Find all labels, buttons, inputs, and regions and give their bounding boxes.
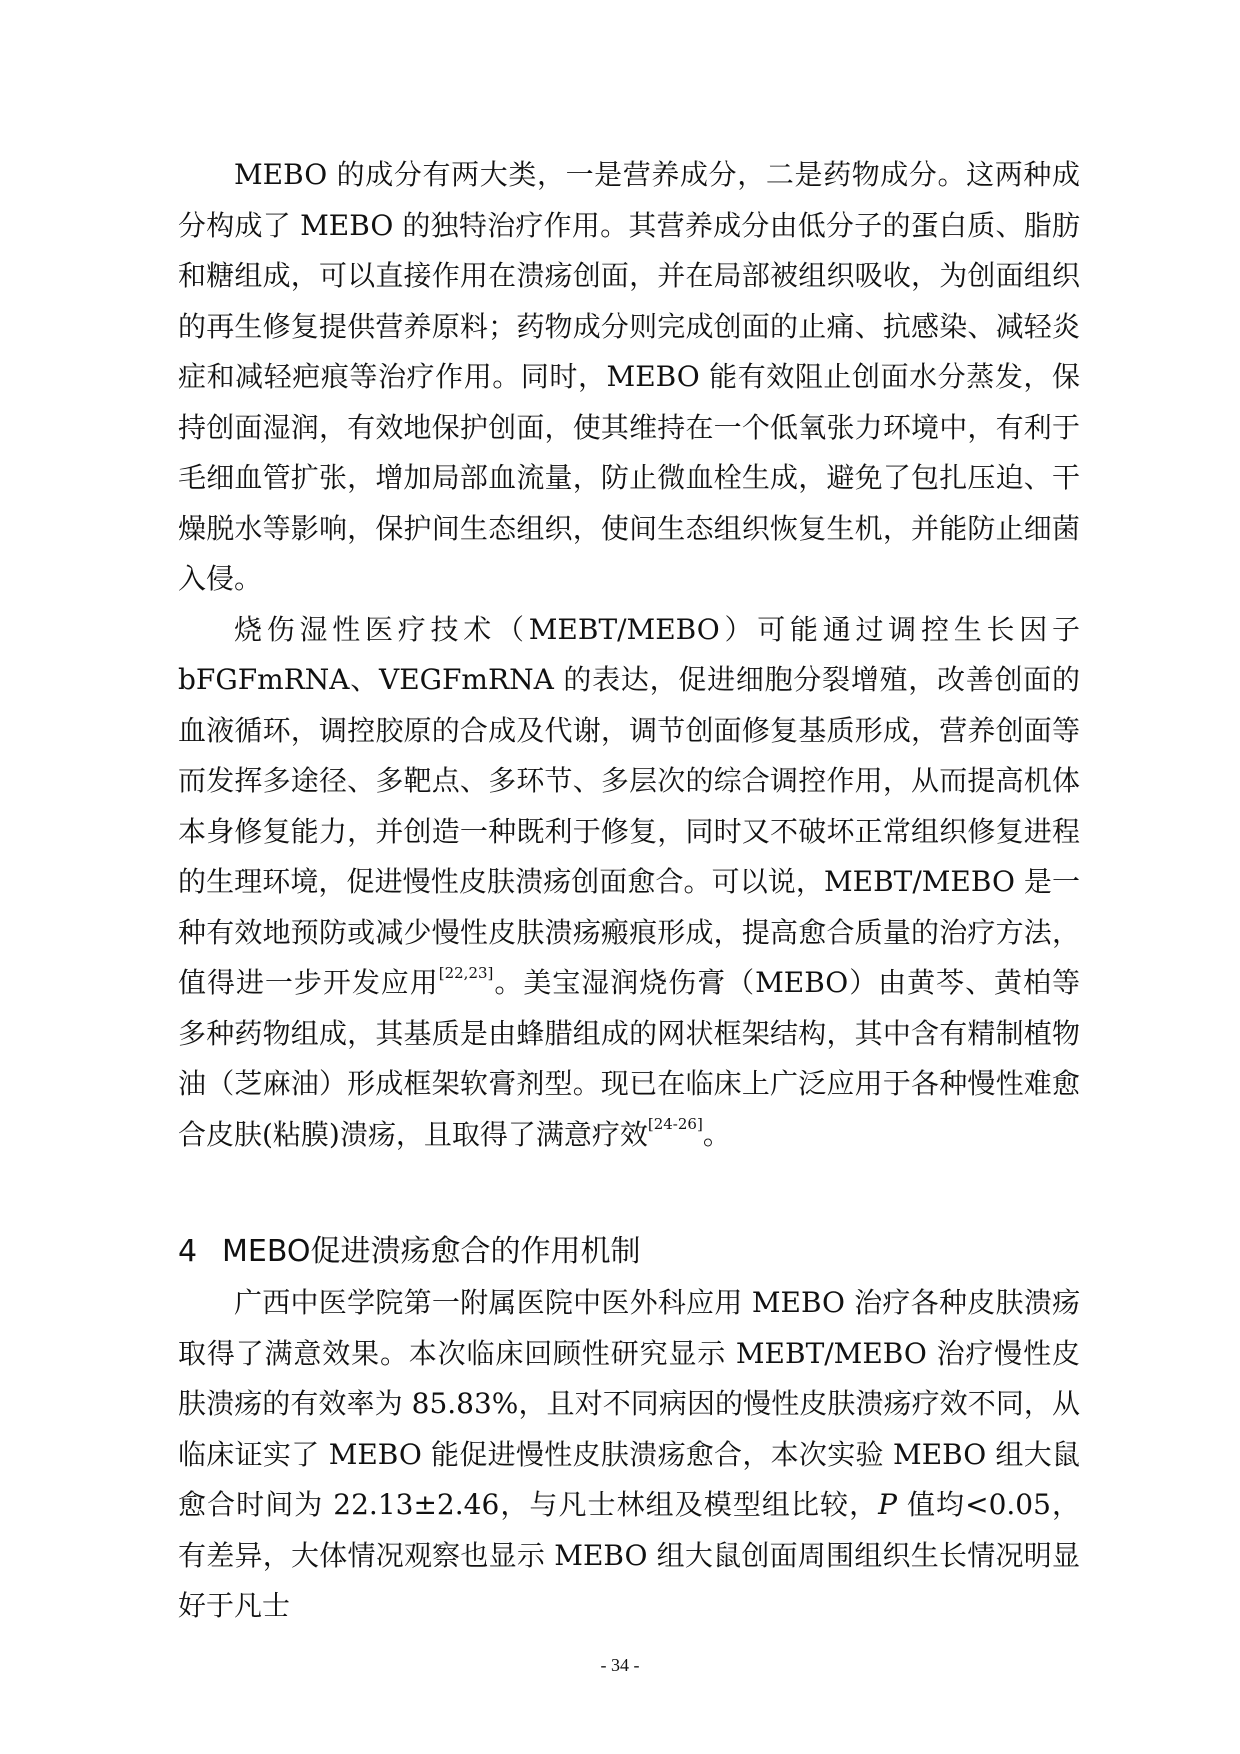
body-text-upper [178, 150, 1080, 1160]
paragraph-text: 广西中医学院第一附属医院中医外科应用 MEBO 治疗各种皮肤溃疡取得了满意效果。本次临床回顾性研究显示 MEBT/MEBO 治疗慢性皮肤溃疡的有效率为 85.83%，且对不同病因的慢性皮肤溃疡疗效不同，从临床证实了 MEBO 能促进慢性皮肤溃疡愈合，本次实验 MEBO 组大鼠愈合时间为 22.13±2.46，与凡士林组及模型组比较， [178, 1286, 1080, 1521]
section-number: 4 [178, 1234, 198, 1269]
paragraph-text: 。 [702, 1117, 731, 1151]
paragraph-text: 值均<0.05，有差异，大体情况观察也显示 MEBO 组大鼠创面周围组织生长情况明显好于凡士 [178, 1488, 1080, 1622]
paragraph-text: 烧伤湿性医疗技术（MEBT/MEBO）可能通过调控生长因子 bFGFmRNA、VEGFmRNA 的表达，促进细胞分裂增殖，改善创面的血液循环，调控胶原的合成及代谢，调节创面修复基质形成，营养创面等而发挥多途径、多靶点、多环节、多层次的综合调控作用，从而提高机体本身修复能力，并创造一种既利于修复，同时又不破坏正常组织修复进程的生理环境，促进慢性皮肤溃疡创面愈合。可以说，MEBT/MEBO 是一种有效地预防或减少慢性皮肤溃疡瘢痕形成，提高愈合质量的治疗方法，值得进一步开发应用 [178, 612, 1080, 999]
paragraph-clinical-results [178, 1278, 1080, 1632]
section-title: MEBO促进溃疡愈合的作用机制 [222, 1234, 641, 1269]
paragraph-text: 。美宝湿润烧伤膏（MEBO）由黄芩、黄柏等多种药物组成，其基质是由蜂腊组成的网状框架结构，其中含有精制植物油（芝麻油）形成框架软膏剂型。现已在临床上广泛应用于各种慢性难愈合皮肤(粘膜)溃疡，且取得了满意疗效 [178, 966, 1080, 1151]
paragraph-mebo-composition: MEBO 的成分有两大类，一是营养成分，二是药物成分。这两种成分构成了 MEBO 的独特治疗作用。其营养成分由低分子的蛋白质、脂肪和糖组成，可以直接作用在溃疡创面，并在局部被组织吸收，为创面组织的再生修复提供营养原料；药物成分则完成创面的止痛、抗感染、减轻炎症和减轻疤痕等治疗作用。同时，MEBO 能有效阻止创面水分蒸发，保持创面湿润，有效地保护创面，使其维持在一个低氧张力环境中，有利于毛细血管扩张，增加局部血流量，防止微血栓生成，避免了包扎压迫、干燥脱水等影响，保护间生态组织，使间生态组织恢复生机，并能防止细菌入侵。 [178, 158, 1080, 595]
section-heading [178, 1227, 1080, 1277]
citation: [24-26] [647, 1115, 703, 1134]
p-value-symbol: P [878, 1488, 898, 1521]
paragraph-mebt-mechanism [178, 605, 1080, 1161]
page-number: - 34 - [600, 1655, 640, 1675]
body-text-lower [178, 1278, 1080, 1632]
citation: [22,23] [438, 963, 494, 982]
